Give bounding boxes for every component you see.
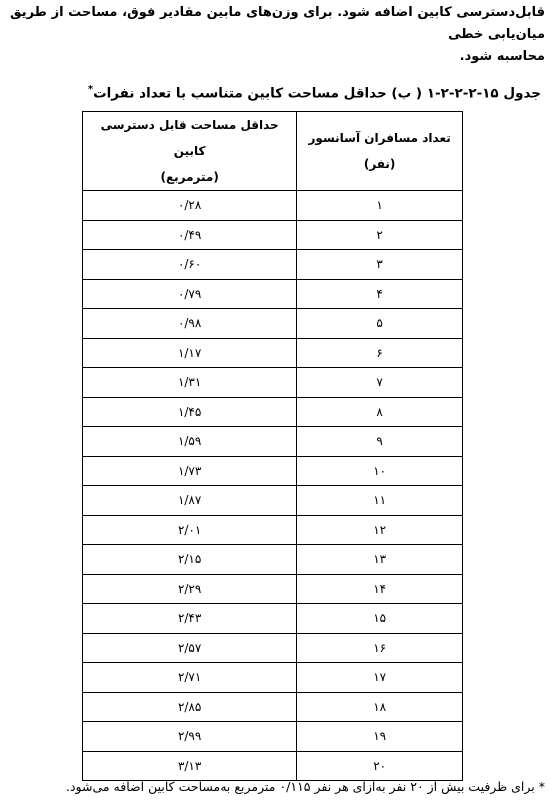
cell-area: ۱/۳۱ (83, 368, 297, 398)
cell-area: ۲/۸۵ (83, 692, 297, 722)
cell-persons: ۱۴ (297, 574, 463, 604)
cell-area: ۲/۵۷ (83, 633, 297, 663)
table-row (83, 574, 463, 604)
table-row (83, 456, 463, 486)
cell-area: ۲/۹۹ (83, 722, 297, 752)
cell-area: ۱/۷۳ (83, 456, 297, 486)
cell-area: ۰/۲۸ (83, 191, 297, 221)
cell-area: ۲/۰۱ (83, 515, 297, 545)
header-capacity-unit: (نفر) (363, 157, 396, 171)
intro-paragraph (10, 2, 545, 68)
cell-area: ۰/۹۸ (83, 309, 297, 339)
cell-persons: ۱۶ (297, 633, 463, 663)
table-row (83, 633, 463, 663)
cell-persons: ۹ (297, 427, 463, 457)
header-capacity (297, 112, 463, 191)
cell-persons: ۴ (297, 279, 463, 309)
cell-persons: ۷ (297, 368, 463, 398)
cell-persons: ۱۱ (297, 486, 463, 516)
cell-area: ۰/۴۹ (83, 220, 297, 250)
table-row (83, 545, 463, 575)
cell-area: ۰/۷۹ (83, 279, 297, 309)
cell-area: ۱/۵۹ (83, 427, 297, 457)
table-caption-marker: * (87, 84, 94, 95)
intro-line-2: محاسبه شود. (459, 49, 545, 64)
cell-persons: ۳ (297, 250, 463, 280)
header-area-title: حداقل مساحت قابل دسترسی کابین (100, 118, 279, 158)
cell-persons: ۱۹ (297, 722, 463, 752)
cell-area: ۲/۷۱ (83, 663, 297, 693)
cell-persons: ۱۰ (297, 456, 463, 486)
cell-persons: ۱۲ (297, 515, 463, 545)
cell-area: ۰/۶۰ (83, 250, 297, 280)
cell-persons: ۱۸ (297, 692, 463, 722)
table-row (83, 220, 463, 250)
cell-persons: ۱۵ (297, 604, 463, 634)
table-row (83, 486, 463, 516)
table-row (83, 722, 463, 752)
table-row (83, 663, 463, 693)
table-row (83, 368, 463, 398)
cell-area: ۲/۴۳ (83, 604, 297, 634)
table-row (83, 427, 463, 457)
intro-line-1: قابل‌دسترسی کابین اضافه شود. برای وزن‌های مابین مقادیر فوق، مساحت از طریق میان‌یابی خطی (10, 5, 545, 42)
table-row (83, 191, 463, 221)
table-row (83, 338, 463, 368)
cell-persons: ۱۳ (297, 545, 463, 575)
cell-area: ۲/۲۹ (83, 574, 297, 604)
cell-persons: ۶ (297, 338, 463, 368)
table-header-row (83, 112, 463, 191)
table-row (83, 692, 463, 722)
cell-persons: ۸ (297, 397, 463, 427)
table-body (83, 191, 463, 781)
cell-persons: ۲۰ (297, 751, 463, 781)
header-area (83, 112, 297, 191)
cell-persons: ۲ (297, 220, 463, 250)
cell-persons: ۱ (297, 191, 463, 221)
cell-area: ۲/۱۵ (83, 545, 297, 575)
table-row (83, 250, 463, 280)
cell-area: ۱/۱۷ (83, 338, 297, 368)
table-caption-text: جدول ۱۵-۲-۲-۲-۱ ( ب) حداقل مساحت کابین متناسب با تعداد نفرات (93, 85, 541, 102)
table-row (83, 397, 463, 427)
header-area-unit: (مترمربع) (160, 170, 219, 184)
header-capacity-title: تعداد مسافران آسانسور (308, 131, 451, 145)
table-caption (11, 84, 541, 102)
table-row (83, 604, 463, 634)
cell-area: ۱/۴۵ (83, 397, 297, 427)
table-row (83, 751, 463, 781)
table-row (83, 515, 463, 545)
table-row (83, 279, 463, 309)
cell-persons: ۵ (297, 309, 463, 339)
cell-persons: ۱۷ (297, 663, 463, 693)
cabin-area-table (82, 111, 463, 781)
footnote: * برای ظرفیت بیش از ۲۰ نفر به‌ازای هر نفر ۰/۱۱۵ مترمربع به‌مساحت کابین اضافه می‌شود. (65, 779, 545, 794)
cell-area: ۳/۱۳ (83, 751, 297, 781)
table-row (83, 309, 463, 339)
cell-area: ۱/۸۷ (83, 486, 297, 516)
